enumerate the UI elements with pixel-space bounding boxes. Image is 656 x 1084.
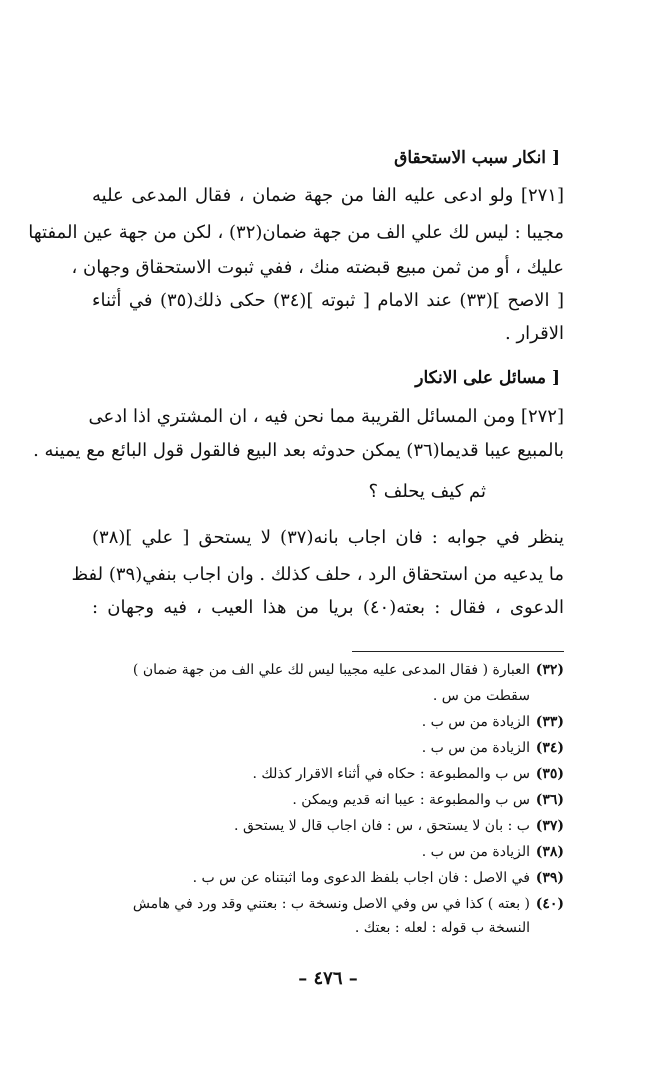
- footnote-number: (٤٠): [535, 896, 564, 912]
- footnote-text: العبارة ( فقال المدعى عليه مجيبا ليس لك علي الف من جهة ضمان ): [132, 662, 530, 678]
- footnote: [88, 815, 564, 837]
- footnote-number: (٣٢): [535, 662, 564, 678]
- text-line: بالمبيع عيبا قديما(٣٦) يمكن حدوثه بعد البيع فالقول قول البائع مع يمينه .: [33, 440, 564, 461]
- text-line: [٢٧٢] ومن المسائل القريبة مما نحن فيه ، ان المشتري اذا ادعى: [88, 406, 564, 427]
- footnote-text: ( بعته ) كذا في س وفي الاصل ونسخة ب : بعتني وقد ورد في هامش: [132, 896, 530, 912]
- footnote-text: الزيادة من س ب .: [421, 714, 530, 730]
- text-line: مجيبا : ليس لك علي الف من جهة ضمان(٣٢) ، لكن من جهة عين المفتها: [28, 222, 564, 243]
- section-heading: [ انكار سبب الاستحقاق: [394, 148, 560, 168]
- footnote: [88, 659, 564, 681]
- footnote: [88, 763, 564, 785]
- footnote-number: (٣٣): [535, 714, 564, 730]
- footnote: [88, 737, 564, 759]
- footnote-text: الزيادة من س ب .: [421, 740, 530, 756]
- footnote: [88, 867, 564, 889]
- footnote-number: (٣٥): [535, 766, 564, 782]
- text-line: ثم كيف يحلف ؟: [368, 481, 486, 502]
- footnote-divider: [352, 651, 564, 652]
- footnote-text: الزيادة من س ب .: [421, 844, 530, 860]
- section-heading: [ مسائل على الانكار: [415, 368, 560, 388]
- footnote-number: (٣٤): [535, 740, 564, 756]
- footnote: [88, 711, 564, 733]
- footnote-continuation: سقطت من س .: [432, 688, 530, 704]
- footnote-text: س ب والمطبوعة : عيبا انه قديم ويمكن .: [292, 792, 530, 808]
- footnote-number: (٣٧): [535, 818, 564, 834]
- footnote: [88, 893, 564, 915]
- text-line: [ الاصح ](٣٣) عند الامام [ ثبوته ](٣٤) حكى ذلك(٣٥) في أثناء: [92, 290, 565, 311]
- footnote-number: (٣٩): [535, 870, 564, 886]
- text-line: الدعوى ، فقال : بعته(٤٠) بريا من هذا العيب ، فيه وجهان :: [92, 597, 564, 618]
- text-line: ما يدعيه من استحقاق الرد ، حلف كذلك . وان اجاب بنفي(٣٩) لفظ: [71, 564, 564, 585]
- footnote-continuation: النسخة ب قوله : لعله : بعتك .: [354, 920, 530, 936]
- text-line: ينظر في جوابه : فان اجاب بانه(٣٧) لا يستحق [ علي ](٣٨): [92, 527, 564, 548]
- text-line: [٢٧١] ولو ادعى عليه الفا من جهة ضمان ، فقال المدعى عليه: [92, 185, 564, 206]
- footnote-text: س ب والمطبوعة : حكاه في أثناء الاقرار كذلك .: [252, 766, 530, 782]
- footnote-text: في الاصل : فان اجاب بلفظ الدعوى وما اثبتناه عن س ب .: [192, 870, 530, 886]
- footnote-number: (٣٨): [535, 844, 564, 860]
- text-line: عليك ، أو من ثمن مبيع قبضته منك ، ففي ثبوت الاستحقاق وجهان ،: [71, 257, 564, 278]
- footnote: [88, 841, 564, 863]
- footnote-text: ب : بان لا يستحق ، س : فان اجاب قال لا يستحق .: [234, 818, 530, 834]
- footnote: [88, 789, 564, 811]
- text-line: الاقرار .: [505, 323, 564, 344]
- page-number: – ٤٧٦ –: [298, 968, 358, 989]
- footnote-number: (٣٦): [535, 792, 564, 808]
